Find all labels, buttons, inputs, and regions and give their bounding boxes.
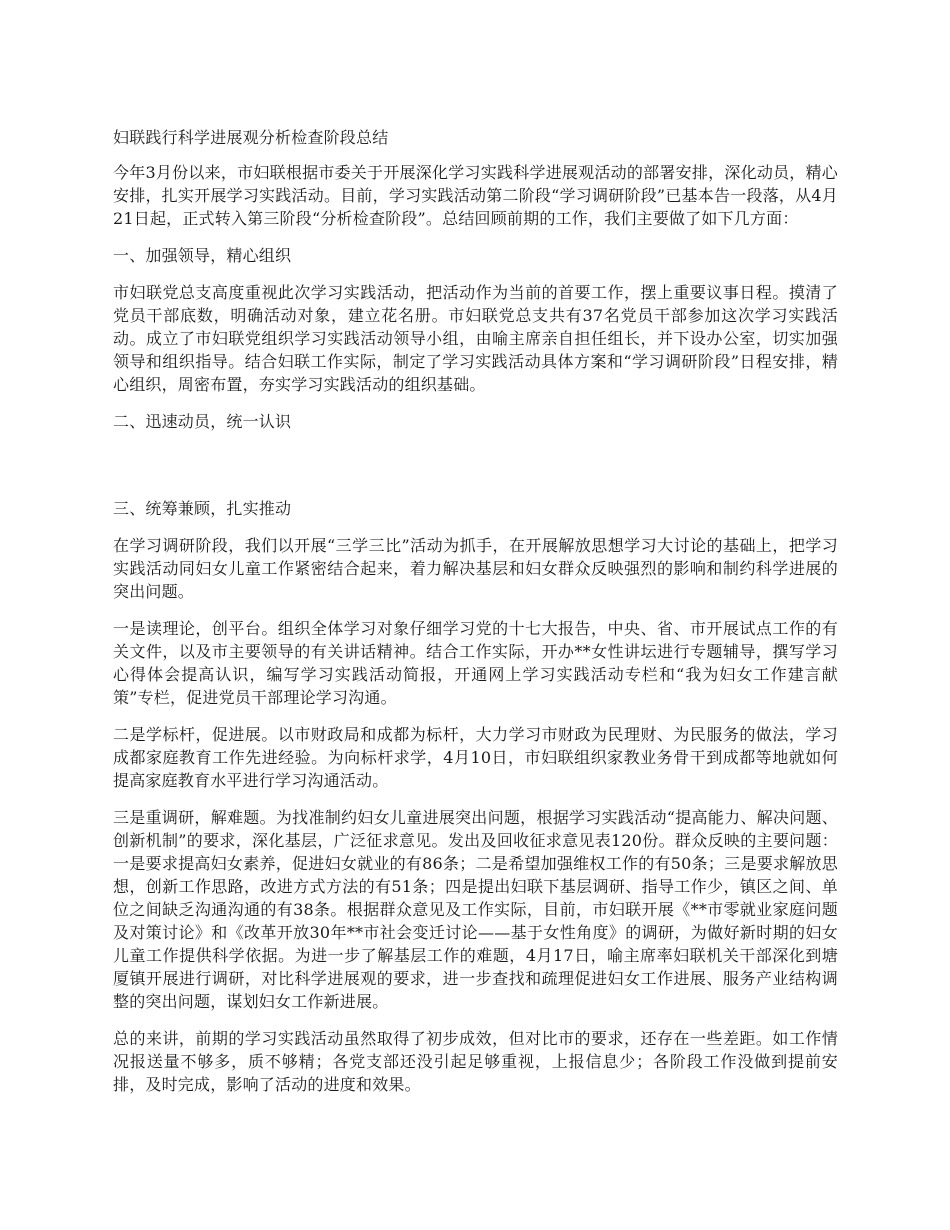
summary-paragraph: 总的来讲，前期的学习实践活动虽然取得了初步成效，但对比市的要求，还存在一些差距。如工作情况报送量不够多，质不够精；各党支部还没引起足够重视，上报信息少；各阶段工作没做到提前安排，及时完成，影响了活动的进度和效果。 xyxy=(113,1029,838,1094)
document-title: 妇联践行科学进展观分析检查阶段总结 xyxy=(113,128,389,147)
section-heading-1: 一、加强领导，精心组织 xyxy=(113,246,292,265)
section-1-paragraph: 市妇联党总支高度重视此次学习实践活动，把活动作为当前的首要工作，摆上重要议事日程。摸清了党员干部底数，明确活动对象，建立花名册。市妇联党总支共有37名党员干部参加这次学习实践活动。成立了市妇联党组织学习实践活动领导小组，由喻主席亲自担任组长，并下设办公室，切实加强领导和组织指导。结合妇联工作实际，制定了学习实践活动具体方案和“学习调研阶段”日程安排，精心组织，周密布置，夯实学习实践活动的组织基础。 xyxy=(113,283,838,394)
section-3-paragraph: 在学习调研阶段，我们以开展“三学三比”活动为抓手，在开展解放思想学习大讨论的基础上，把学习实践活动同妇女儿童工作紧密结合起来，着力解决基层和妇女群众反映强烈的影响和制约科学进展的突出问题。 xyxy=(113,536,838,601)
section-heading-2: 二、迅速动员，统一认识 xyxy=(113,412,292,431)
section-heading-3: 三、统筹兼顾，扎实推动 xyxy=(113,499,292,518)
learning-benchmark-paragraph: 二是学标杆，促进展。以市财政局和成都为标杆，大力学习市财政为民理财、为民服务的做法，学习成都家庭教育工作先进经验。为向标杆求学，4月10日，市妇联组织家教业务骨干到成都等地就如何提高家庭教育水平进行学习沟通活动。 xyxy=(113,725,838,790)
reading-theory-paragraph: 一是读理论，创平台。组织全体学习对象仔细学习党的十七大报告，中央、省、市开展试点工作的有关文件，以及市主要领导的有关讲话精神。结合工作实际，开办**女性讲坛进行专题辅导，撰写学习心得体会提高认识，编写学习实践活动简报，开通网上学习实践活动专栏和“我为妇女工作建言献策”专栏，促进党员干部理论学习沟通。 xyxy=(113,619,838,707)
blank-spacer xyxy=(113,447,838,497)
intro-paragraph: 今年3月份以来，市妇联根据市委关于开展深化学习实践科学进展观活动的部署安排，深化动员，精心安排，扎实开展学习实践活动。目前，学习实践活动第二阶段“学习调研阶段”已基本告一段落，从4月21日起，正式转入第三阶段“分析检查阶段”。总结回顾前期的工作，我们主要做了如下几方面： xyxy=(113,163,838,228)
research-paragraph: 三是重调研，解难题。为找准制约妇女儿童进展突出问题，根据学习实践活动“提高能力、解决问题、创新机制”的要求，深化基层，广泛征求意见。发出及回收征求意见表120份。群众反映的主要问题：一是要求提高妇女素养，促进妇女就业的有86条；二是希望加强维权工作的有50条；三是要求解放思想，创新工作思路，改进方式方法的有51条；四是提出妇联下基层调研、指导工作少，镇区之间、单位之间缺乏沟通沟通的有38条。根据群众意见及工作实际，目前，市妇联开展《**市零就业家庭问题及对策讨论》和《改革开放30年**市社会变迁讨论——基于女性角度》的调研，为做好新时期的妇女儿童工作提供科学依据。为进一步了解基层工作的难题，4月17日，喻主席率妇联机关干部深化到塘厦镇开展进行调研，对比科学进展观的要求，进一步查找和疏理促进妇女工作进展、服务产业结构调整的突出问题，谋划妇女工作新进展。 xyxy=(113,808,838,1011)
document-page xyxy=(113,126,838,1110)
